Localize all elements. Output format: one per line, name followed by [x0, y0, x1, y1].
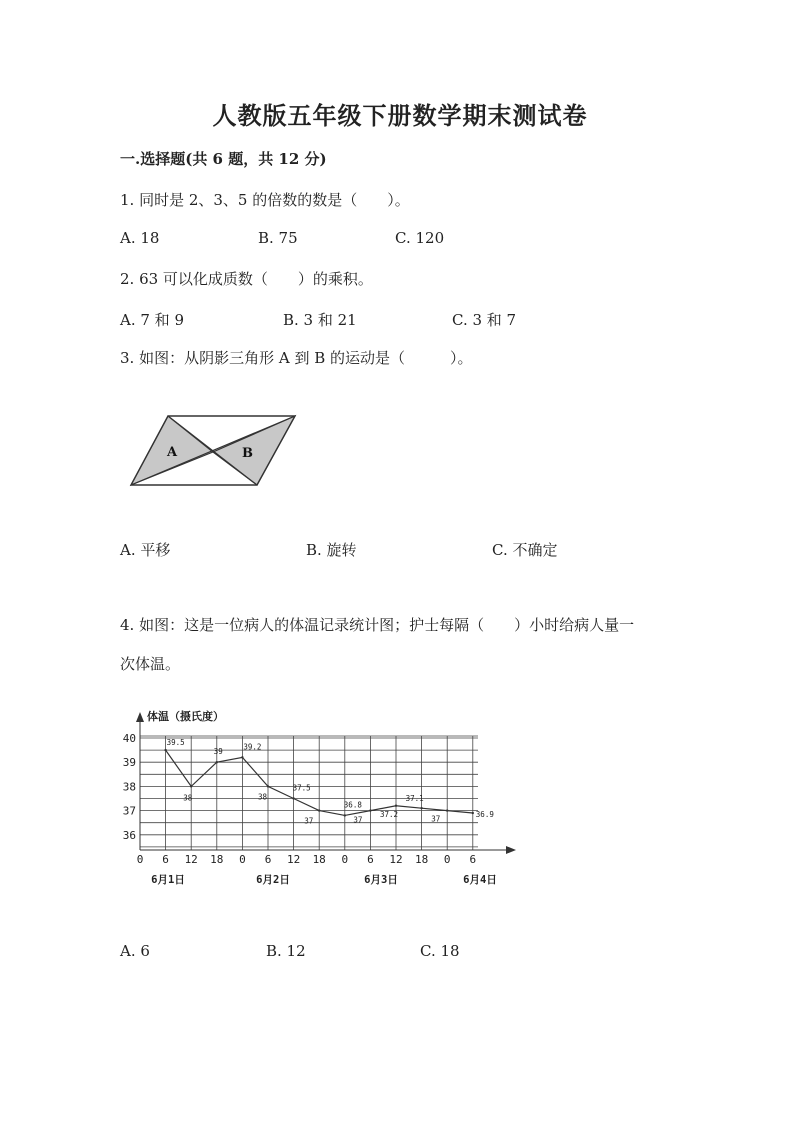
- data-point: [369, 809, 371, 811]
- q4-option-a[interactable]: A. 6: [120, 942, 150, 960]
- q1-option-b[interactable]: B. 75: [258, 229, 298, 247]
- data-point: [292, 797, 294, 799]
- day-label: 6月1日: [151, 874, 185, 886]
- label-a: A: [167, 445, 178, 460]
- x-tick-label: 0: [443, 853, 451, 866]
- y-axis-title: 体温（摄氏度）: [147, 710, 224, 723]
- x-tick-label: 0: [239, 853, 246, 866]
- day-label: 6月2日: [256, 874, 290, 886]
- x-tick-label: 12: [286, 853, 301, 866]
- day-label: 6月3日: [364, 874, 398, 886]
- data-point: [344, 814, 346, 816]
- section-heading: 一.选择题(共 6 题，共 12 分): [120, 150, 327, 168]
- x-tick-label: 6: [264, 853, 272, 866]
- question-4-line-2: 次体温。: [120, 655, 181, 673]
- data-label: 38: [258, 792, 268, 802]
- data-label: 37: [304, 816, 314, 826]
- x-tick-label: 18: [210, 853, 224, 866]
- data-label: 38: [183, 793, 193, 803]
- x-tick-label: 6: [162, 853, 169, 866]
- q3-option-c[interactable]: C. 不确定: [492, 541, 558, 559]
- data-label: 36.8: [343, 800, 362, 810]
- data-point: [395, 805, 397, 807]
- data-point: [267, 785, 269, 787]
- q3-option-a[interactable]: A. 平移: [120, 541, 171, 559]
- data-label: 37.1: [405, 794, 424, 804]
- y-axis-arrow: [136, 712, 144, 722]
- page-title: 人教版五年级下册数学期末测试卷: [212, 101, 588, 130]
- q1-option-c[interactable]: C. 120: [395, 229, 445, 247]
- x-tick-label: 0: [341, 853, 349, 866]
- data-label: 39.2: [243, 742, 262, 752]
- q2-option-a[interactable]: A. 7 和 9: [120, 311, 184, 329]
- x-axis-arrow: [506, 846, 516, 854]
- triangle-b: [213, 416, 295, 485]
- x-tick-label: 18: [414, 853, 429, 866]
- data-label: 39: [213, 747, 223, 757]
- q2-option-b[interactable]: B. 3 和 21: [283, 311, 357, 329]
- y-tick-label: 37: [122, 804, 136, 818]
- data-point: [318, 809, 320, 811]
- question-3: 3. 如图：从阴影三角形 A 到 B 的运动是（ ）。: [120, 349, 473, 367]
- q3-option-b[interactable]: B. 旋转: [306, 541, 357, 559]
- data-label: 39.5: [166, 738, 185, 748]
- temperature-chart: [110, 700, 530, 900]
- data-point: [420, 807, 422, 809]
- y-tick-label: 39: [122, 756, 136, 770]
- data-point: [446, 809, 448, 811]
- q1-option-a[interactable]: A. 18: [120, 229, 160, 247]
- q2-option-c[interactable]: C. 3 和 7: [452, 311, 517, 329]
- x-tick-label: 18: [312, 853, 326, 866]
- x-tick-label: 6: [367, 853, 374, 866]
- x-tick-label: 12: [184, 853, 198, 866]
- parallelogram-figure: [120, 405, 310, 495]
- y-tick-label: 36: [122, 828, 136, 842]
- q4-option-c[interactable]: C. 18: [420, 942, 460, 960]
- day-label: 6月4日: [463, 874, 497, 886]
- q4-option-b[interactable]: B. 12: [266, 942, 306, 960]
- data-label: 37.2: [380, 809, 399, 819]
- data-point: [190, 785, 192, 787]
- x-tick-label: 6: [469, 853, 477, 866]
- data-label: 36.9: [475, 810, 494, 820]
- data-label: 37: [431, 814, 441, 824]
- y-tick-label: 40: [122, 732, 136, 745]
- question-4-line-1: 4. 如图：这是一位病人的体温记录统计图；护士每隔（ ）小时给病人量一: [120, 616, 635, 634]
- label-b: B: [242, 446, 253, 461]
- data-point: [164, 749, 166, 751]
- data-point: [241, 756, 243, 758]
- question-1: 1. 同时是 2、3、5 的倍数的数是（ ）。: [120, 191, 410, 209]
- data-label: 37.5: [292, 783, 311, 793]
- data-point: [472, 812, 474, 814]
- data-label: 37: [353, 815, 363, 825]
- y-tick-label: 38: [122, 780, 136, 794]
- data-point: [216, 761, 218, 763]
- question-2: 2. 63 可以化成质数（ ）的乘积。: [120, 270, 373, 288]
- x-tick-label: 0: [136, 853, 144, 866]
- x-tick-label: 12: [389, 853, 403, 866]
